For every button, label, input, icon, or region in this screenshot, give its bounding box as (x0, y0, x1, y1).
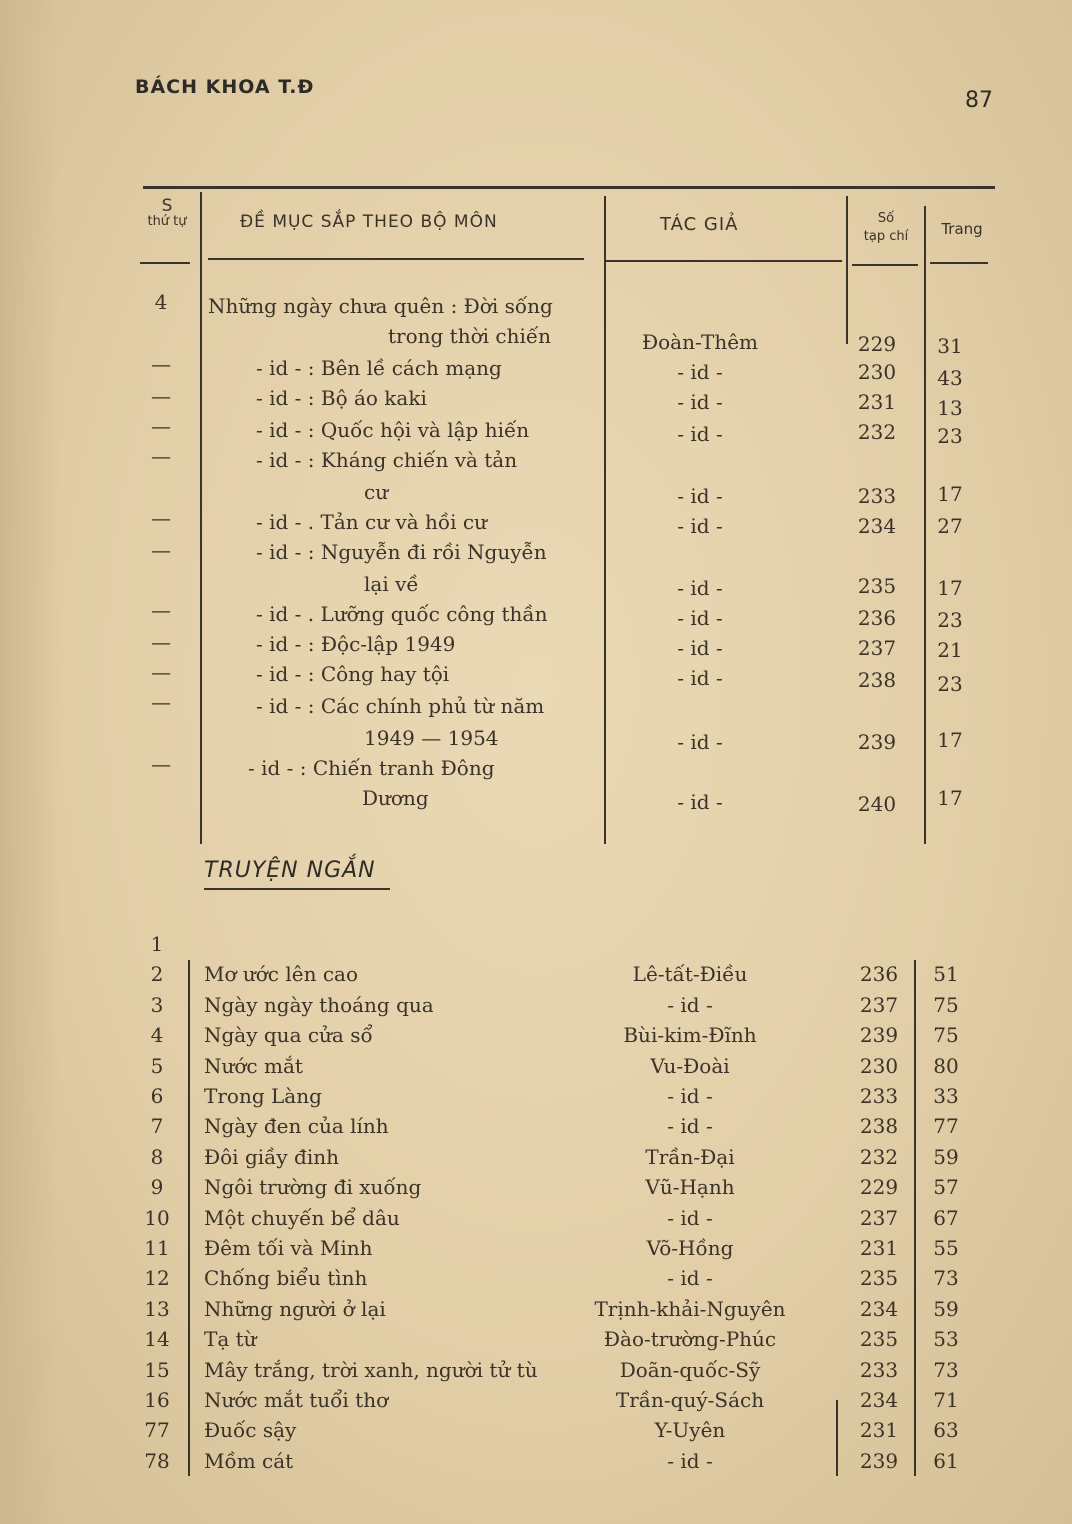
col-header-stt: S thứ tự (147, 196, 187, 229)
col-header-title: ĐỀ MỤC SẮP THEO BỘ MÔN (240, 212, 498, 232)
row-author: - id - (677, 636, 723, 660)
row-page: 27 (937, 514, 963, 538)
row-title-line: trong thời chiến (388, 324, 552, 348)
story-row-issue: 230 (859, 1054, 899, 1078)
row-page: 17 (937, 786, 963, 810)
story-row-author: Y-Uyên (654, 1418, 726, 1442)
row-title-line: lại về (364, 572, 419, 596)
story-row-stt: 9 (150, 1175, 164, 1199)
story-row-title: Mơ ước lên cao (204, 962, 358, 986)
stt-header-rule (140, 262, 190, 264)
row-issue: 236 (857, 606, 897, 630)
story-row-title: Đêm tối và Minh (204, 1236, 373, 1260)
story-row-author: Doãn-quốc-Sỹ (619, 1358, 761, 1382)
story-row-page: 75 (933, 993, 959, 1017)
row-title-line: - id - : Các chính phủ từ năm (256, 694, 545, 718)
story-row-page: 67 (933, 1206, 959, 1230)
row-title-line: 1949 — 1954 (364, 726, 499, 750)
row-issue: 235 (857, 574, 897, 598)
author-header-rule (606, 260, 842, 262)
row-stt: — (151, 630, 171, 654)
story-row-page: 59 (933, 1145, 959, 1169)
row-author: - id - (677, 514, 723, 538)
story-row-page: 73 (933, 1266, 959, 1290)
row-stt: — (151, 506, 171, 530)
row-stt: — (151, 444, 171, 468)
row-title-line: Những ngày chưa quên : Đời sống (208, 294, 553, 318)
row-author: - id - (677, 606, 723, 630)
story-row-stt: 8 (150, 1145, 164, 1169)
row-page: 23 (937, 608, 963, 632)
row-page: 31 (937, 334, 963, 358)
torn-edge (0, 0, 60, 1524)
story-row-issue: 237 (859, 993, 899, 1017)
story-row-title: Mồm cát (204, 1449, 294, 1473)
row-issue: 237 (857, 636, 897, 660)
story-row-title: Những người ở lại (204, 1297, 386, 1321)
story-row-stt: 2 (150, 962, 164, 986)
story-row-issue: 231 (859, 1418, 899, 1442)
story-row-issue: 233 (859, 1084, 899, 1108)
story-row-author: Đào-trường-Phúc (603, 1327, 777, 1351)
story-row-stt: 7 (150, 1114, 164, 1138)
row-title-line: cư (364, 480, 389, 504)
story-row-stt: 77 (144, 1418, 170, 1442)
story-row-issue: 231 (859, 1236, 899, 1260)
story-row-author: Võ-Hồng (646, 1236, 734, 1260)
row-issue: 234 (857, 514, 897, 538)
story-row-author: - id - (667, 1266, 713, 1290)
story-row-page: 59 (933, 1297, 959, 1321)
story-row-page: 53 (933, 1327, 959, 1351)
story-row-stt: 14 (144, 1327, 170, 1351)
story-row-title: Nước mắt tuổi thơ (204, 1388, 389, 1412)
story-row-author: Trịnh-khải-Nguyên (594, 1297, 786, 1321)
story-row-issue: 229 (859, 1175, 899, 1199)
story-row-title: Chống biểu tình (204, 1266, 368, 1290)
section-heading-underline (204, 888, 390, 890)
row-stt: — (151, 384, 171, 408)
section-heading: TRUYỆN NGẮN (204, 858, 376, 883)
story-row-title: Ngày qua cửa sổ (204, 1023, 373, 1047)
story-row-stt: 13 (144, 1297, 170, 1321)
col-header-author: TÁC GIẢ (660, 214, 739, 235)
row-stt: — (151, 352, 171, 376)
divider-issue-lower (836, 1400, 838, 1476)
story-row-title: Ngày đen của lính (204, 1114, 389, 1138)
story-row-author: Lê-tất-Điều (632, 962, 748, 986)
story-row-page: 71 (933, 1388, 959, 1412)
story-row-page: 57 (933, 1175, 959, 1199)
story-row-stt: 5 (150, 1054, 164, 1078)
story-row-page: 63 (933, 1418, 959, 1442)
row-stt: — (151, 538, 171, 562)
story-row-author: Vũ-Hạnh (645, 1175, 735, 1199)
row-author: - id - (677, 484, 723, 508)
story-row-author: - id - (667, 1084, 713, 1108)
row-issue: 239 (857, 730, 897, 754)
row-page: 21 (937, 638, 963, 662)
story-row-author: Bùi-kim-Đĩnh (623, 1023, 757, 1047)
story-row-page: 33 (933, 1084, 959, 1108)
row-issue: 230 (857, 360, 897, 384)
row-stt: — (151, 690, 171, 714)
col-header-page: Trang (941, 220, 983, 238)
story-row-author: Trần-quý-Sách (615, 1388, 765, 1412)
story-row-title: Nước mắt (204, 1054, 303, 1078)
story-row-title: Một chuyến bể dâu (204, 1206, 400, 1230)
story-row-issue: 235 (859, 1327, 899, 1351)
row-stt: 4 (154, 290, 168, 314)
story-row-issue: 232 (859, 1145, 899, 1169)
story-row-page: 51 (933, 962, 959, 986)
story-row-title: Ngày ngày thoáng qua (204, 993, 434, 1017)
row-author: Đoàn-Thêm (641, 330, 759, 354)
row-title-line: - id - : Bên lề cách mạng (256, 356, 502, 380)
row-issue: 229 (857, 332, 897, 356)
story-row-issue: 233 (859, 1358, 899, 1382)
story-row-stt: 3 (150, 993, 164, 1017)
row-author: - id - (677, 390, 723, 414)
row-title-line: - id - : Nguyễn đi rồi Nguyễn (256, 540, 547, 564)
row-title-line: - id - : Quốc hội và lập hiến (256, 418, 530, 442)
issue-header-rule (852, 264, 918, 266)
row-author: - id - (677, 666, 723, 690)
story-row-page: 80 (933, 1054, 959, 1078)
row-stt: — (151, 660, 171, 684)
divider-stt-lower (188, 960, 190, 1476)
story-row-issue: 235 (859, 1266, 899, 1290)
row-title-line: - id - : Công hay tội (256, 662, 450, 686)
row-title-line: - id - : Kháng chiến và tản (256, 448, 518, 472)
row-issue: 233 (857, 484, 897, 508)
story-row-author: - id - (667, 1449, 713, 1473)
row-author: - id - (677, 790, 723, 814)
page-number: 87 (965, 88, 993, 113)
story-row-stt: 4 (150, 1023, 164, 1047)
story-row-issue: 234 (859, 1297, 899, 1321)
story-row-title: Tạ từ (204, 1327, 257, 1351)
story-row-title: Ngôi trường đi xuống (204, 1175, 422, 1199)
story-row-author: - id - (667, 1114, 713, 1138)
story-row-stt: 15 (144, 1358, 170, 1382)
story-row-stt: 6 (150, 1084, 164, 1108)
row-page: 23 (937, 424, 963, 448)
row-title-line: - id - . Lưỡng quốc công thần (256, 602, 548, 626)
row-stt: — (151, 598, 171, 622)
row-title-line: - id - : Chiến tranh Đông (248, 756, 495, 780)
story-row-issue: 236 (859, 962, 899, 986)
story-row-stt: 1 (150, 932, 164, 956)
story-row-author: Vu-Đoài (650, 1054, 730, 1078)
row-page: 17 (937, 482, 963, 506)
story-row-title: Mây trắng, trời xanh, người tử tù (204, 1358, 538, 1382)
story-row-page: 73 (933, 1358, 959, 1382)
story-row-author: - id - (667, 993, 713, 1017)
row-author: - id - (677, 730, 723, 754)
row-title-line: Dương (362, 786, 429, 810)
row-issue: 231 (857, 390, 897, 414)
story-row-stt: 11 (144, 1236, 170, 1260)
row-title-line: - id - : Độc-lập 1949 (256, 632, 456, 656)
story-row-issue: 239 (859, 1023, 899, 1047)
story-row-issue: 237 (859, 1206, 899, 1230)
row-author: - id - (677, 360, 723, 384)
story-row-title: Trong Làng (204, 1084, 322, 1108)
story-row-page: 77 (933, 1114, 959, 1138)
row-author: - id - (677, 422, 723, 446)
story-row-page: 75 (933, 1023, 959, 1047)
table-top-rule (143, 186, 995, 189)
row-author: - id - (677, 576, 723, 600)
story-row-author: - id - (667, 1206, 713, 1230)
story-row-stt: 10 (144, 1206, 170, 1230)
col-header-issue: Số tạp chí (863, 211, 909, 244)
row-title-line: - id - . Tản cư và hồi cư (256, 510, 487, 534)
running-header-title: BÁCH KHOA T.Đ (135, 76, 315, 98)
story-row-issue: 238 (859, 1114, 899, 1138)
story-row-issue: 234 (859, 1388, 899, 1412)
story-row-title: Đuốc sậy (204, 1418, 297, 1442)
row-stt: — (151, 414, 171, 438)
story-row-page: 55 (933, 1236, 959, 1260)
row-title-line: - id - : Bộ áo kaki (256, 386, 427, 410)
row-issue: 238 (857, 668, 897, 692)
row-page: 17 (937, 728, 963, 752)
divider-stt-upper (200, 192, 202, 844)
row-issue: 240 (857, 792, 897, 816)
story-row-issue: 239 (859, 1449, 899, 1473)
story-row-title: Đôi giầy đinh (204, 1145, 340, 1169)
story-row-stt: 78 (144, 1449, 170, 1473)
row-page: 17 (937, 576, 963, 600)
title-header-rule (208, 258, 584, 260)
story-row-author: Trần-Đại (645, 1145, 735, 1169)
row-page: 13 (937, 396, 963, 420)
page-header-rule (930, 262, 988, 264)
row-page: 43 (937, 366, 963, 390)
row-stt: — (151, 752, 171, 776)
story-row-stt: 16 (144, 1388, 170, 1412)
story-row-page: 61 (933, 1449, 959, 1473)
row-page: 23 (937, 672, 963, 696)
story-row-stt: 12 (144, 1266, 170, 1290)
row-issue: 232 (857, 420, 897, 444)
